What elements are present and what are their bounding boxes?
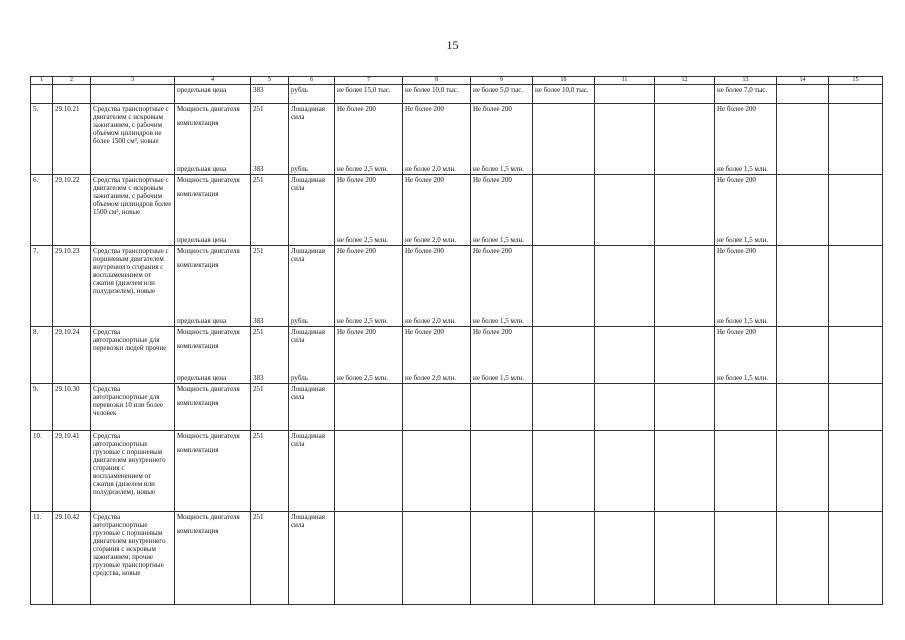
cell-c7 (335, 384, 403, 431)
cell-c6 (289, 85, 335, 104)
column-number: 12 (655, 77, 715, 85)
cell-line: комплектация (177, 342, 219, 350)
cell-line: не более 2,5 млн. (337, 165, 388, 173)
cell-c11 (595, 431, 655, 512)
column-number: 7 (335, 77, 403, 85)
cell-c6 (289, 246, 335, 327)
cell-c15 (829, 384, 883, 431)
cell-c13 (715, 327, 777, 384)
cell-c5 (251, 431, 289, 512)
cell-c7 (335, 431, 403, 512)
cell-num (31, 85, 53, 104)
cell-c7 (335, 327, 403, 384)
cell-c8 (403, 384, 471, 431)
cell-c13 (715, 104, 777, 175)
table-body (31, 77, 883, 605)
cell-line: 251 (253, 176, 264, 184)
cell-c14 (777, 384, 829, 431)
cell-c12 (655, 175, 715, 246)
cell-num: 9. (31, 384, 53, 431)
cell-c8 (403, 104, 471, 175)
column-number: 11 (595, 77, 655, 85)
cell-c4 (175, 512, 251, 605)
column-number: 14 (777, 77, 829, 85)
cell-line: Лошадиная сила (291, 105, 325, 121)
cell-line: 251 (253, 105, 264, 113)
cell-code: 29.10.41 (53, 431, 91, 512)
cell-c5 (251, 384, 289, 431)
cell-line: 383 (253, 86, 264, 94)
cell-line: Не более 200 (337, 247, 376, 255)
cell-line: Лошадиная сила (291, 247, 325, 263)
cell-line: 383 (253, 165, 264, 173)
cell-line: 251 (253, 328, 264, 336)
cell-line: комплектация (177, 119, 219, 127)
cell-line: 251 (253, 432, 264, 440)
cell-c15 (829, 512, 883, 605)
cell-line: не более 1,5 млн. (473, 165, 524, 173)
cell-line: Лошадиная сила (291, 385, 325, 401)
cell-line: Не более 200 (717, 176, 756, 184)
column-number: 1 (31, 77, 53, 85)
cell-line: Мощность двигателя (177, 176, 240, 184)
cell-c6 (289, 431, 335, 512)
cell-line: Мощность двигателя (177, 328, 240, 336)
cell-c11 (595, 175, 655, 246)
cell-line: не более 10,0 тыс. (535, 86, 589, 94)
cell-c15 (829, 431, 883, 512)
cell-line: не более 1,5 млн. (717, 165, 768, 173)
table-row (31, 85, 883, 104)
cell-c11 (595, 246, 655, 327)
cell-name: Средства транспортные с поршневым двигателем внутреннего сгорания с воспламенением от сжатия (дизелем или полудизелем), новые (91, 246, 175, 327)
column-number: 15 (829, 77, 883, 85)
cell-c12 (655, 512, 715, 605)
cell-c9 (471, 512, 533, 605)
cell-c6 (289, 327, 335, 384)
cell-line: комплектация (177, 399, 219, 407)
cell-line: Не более 200 (405, 176, 444, 184)
cell-c4 (175, 327, 251, 384)
cell-name: Средства транспортные с двигателем с искровым зажиганием, с рабочим объемом цилиндров более 1500 см³, новые (91, 175, 175, 246)
cell-c8 (403, 327, 471, 384)
page-number: 15 (446, 38, 459, 52)
cell-num: 6. (31, 175, 53, 246)
cell-line: Не более 200 (473, 176, 512, 184)
column-number: 10 (533, 77, 595, 85)
cell-line: не более 10,0 тыс. (405, 86, 459, 94)
cell-c9 (471, 175, 533, 246)
cell-c12 (655, 246, 715, 327)
cell-line: Мощность двигателя (177, 105, 240, 113)
table-row (31, 384, 883, 431)
cell-c5 (251, 104, 289, 175)
cell-line: рубль (291, 165, 308, 173)
cell-line: рубль (291, 374, 308, 382)
cell-c14 (777, 85, 829, 104)
table-row (31, 512, 883, 605)
cell-line: не более 7,0 тыс. (717, 86, 768, 94)
cell-c6 (289, 104, 335, 175)
cell-line: не более 1,5 млн. (717, 374, 768, 382)
cell-line: Не более 200 (717, 328, 756, 336)
column-number: 9 (471, 77, 533, 85)
cell-code (53, 85, 91, 104)
cell-line: 251 (253, 247, 264, 255)
cell-line: не более 2,0 млн. (405, 165, 456, 173)
cell-c15 (829, 85, 883, 104)
cell-name: Средства автотранспортные для перевозки людей прочие (91, 327, 175, 384)
table-row (31, 104, 883, 175)
cell-c12 (655, 384, 715, 431)
cell-num: 11. (31, 512, 53, 605)
table-row (31, 327, 883, 384)
cell-c11 (595, 512, 655, 605)
cell-line: предельная цена (177, 317, 227, 325)
cell-c4 (175, 246, 251, 327)
cell-c7 (335, 85, 403, 104)
cell-c8 (403, 175, 471, 246)
cell-c7 (335, 512, 403, 605)
cell-line: Не более 200 (473, 247, 512, 255)
cell-c5 (251, 175, 289, 246)
table-row (31, 246, 883, 327)
cell-name: Средства транспортные с двигателем с искровым зажиганием, с рабочим объемом цилиндров не более 1500 см³, новые (91, 104, 175, 175)
cell-c13 (715, 431, 777, 512)
cell-c4 (175, 175, 251, 246)
cell-line: рубль (291, 317, 308, 325)
cell-line: Лошадиная сила (291, 328, 325, 344)
cell-line: не более 1,5 млн. (473, 236, 524, 244)
cell-line: Не более 200 (473, 105, 512, 113)
cell-num: 5. (31, 104, 53, 175)
cell-c10 (533, 246, 595, 327)
cell-line: не более 2,0 млн. (405, 374, 456, 382)
column-number: 13 (715, 77, 777, 85)
column-number: 2 (53, 77, 91, 85)
cell-c13 (715, 246, 777, 327)
cell-c5 (251, 512, 289, 605)
cell-line: не более 2,5 млн. (337, 374, 388, 382)
cell-c7 (335, 175, 403, 246)
cell-line: Не более 200 (405, 105, 444, 113)
cell-line: комплектация (177, 527, 219, 535)
cell-line: не более 2,0 млн. (405, 317, 456, 325)
cell-c13 (715, 85, 777, 104)
cell-code: 29.10.22 (53, 175, 91, 246)
cell-line: Мощность двигателя (177, 513, 240, 521)
column-number-row (31, 77, 883, 85)
cell-c6 (289, 175, 335, 246)
cell-name (91, 85, 175, 104)
cell-c5 (251, 327, 289, 384)
cell-line: Лошадиная сила (291, 432, 325, 448)
cell-c11 (595, 104, 655, 175)
cell-c7 (335, 246, 403, 327)
cell-line: 383 (253, 374, 264, 382)
cell-c10 (533, 85, 595, 104)
cell-c12 (655, 431, 715, 512)
cell-c13 (715, 384, 777, 431)
cell-c15 (829, 104, 883, 175)
cell-num: 7. (31, 246, 53, 327)
cell-line: Не более 200 (405, 247, 444, 255)
cell-line: Не более 200 (717, 105, 756, 113)
column-number: 3 (91, 77, 175, 85)
cell-c8 (403, 431, 471, 512)
cell-c11 (595, 327, 655, 384)
cell-line: предельная цена (177, 165, 227, 173)
cell-c10 (533, 431, 595, 512)
cell-c13 (715, 512, 777, 605)
cell-line: Не более 200 (337, 328, 376, 336)
cell-line: предельная цена (177, 374, 227, 382)
cell-c15 (829, 327, 883, 384)
cell-line: не более 15,0 тыс. (337, 86, 391, 94)
cell-line: Не более 200 (717, 247, 756, 255)
cell-line: комплектация (177, 446, 219, 454)
cell-c9 (471, 431, 533, 512)
cell-c8 (403, 85, 471, 104)
cell-line: Не более 200 (405, 328, 444, 336)
column-number: 5 (251, 77, 289, 85)
column-number: 8 (403, 77, 471, 85)
cell-line: не более 1,5 млн. (717, 236, 768, 244)
cell-code: 29.10.30 (53, 384, 91, 431)
cell-line: Не более 200 (337, 176, 376, 184)
cell-code: 29.10.23 (53, 246, 91, 327)
cell-c9 (471, 384, 533, 431)
cell-c13 (715, 175, 777, 246)
cell-line: рубль (291, 86, 308, 94)
cell-c7 (335, 104, 403, 175)
table-row (31, 175, 883, 246)
cell-c8 (403, 512, 471, 605)
cell-line: предельная цена (177, 86, 227, 94)
cell-line: Лошадиная сила (291, 513, 325, 529)
cell-line: не более 1,5 млн. (473, 317, 524, 325)
cell-name: Средства автотранспортные для перевозки 10 или более человек (91, 384, 175, 431)
cell-c4 (175, 85, 251, 104)
cell-code: 29.10.24 (53, 327, 91, 384)
cell-c10 (533, 175, 595, 246)
cell-c14 (777, 246, 829, 327)
cell-name: Средства автотранспортные грузовые с поршневым двигателем внутреннего сгорания с воспламенением от сжатия (дизелем или полудизелем), новые (91, 431, 175, 512)
cell-c14 (777, 431, 829, 512)
cell-line: не более 2,5 млн. (337, 236, 388, 244)
cell-c10 (533, 327, 595, 384)
cell-c5 (251, 85, 289, 104)
cell-line: комплектация (177, 261, 219, 269)
requirements-table (30, 76, 883, 605)
cell-c4 (175, 104, 251, 175)
column-number: 6 (289, 77, 335, 85)
cell-c12 (655, 327, 715, 384)
cell-num: 8. (31, 327, 53, 384)
cell-line: комплектация (177, 190, 219, 198)
cell-c12 (655, 85, 715, 104)
cell-line: 251 (253, 385, 264, 393)
cell-c8 (403, 246, 471, 327)
cell-code: 29.10.21 (53, 104, 91, 175)
cell-line: не более 1,5 млн. (473, 374, 524, 382)
cell-c10 (533, 512, 595, 605)
cell-c15 (829, 246, 883, 327)
cell-line: Мощность двигателя (177, 247, 240, 255)
cell-name: Средства автотранспортные грузовые с поршневым двигателем внутреннего сгорания с искровым зажиганием; прочие грузовые транспортные средства, новые (91, 512, 175, 605)
column-number: 4 (175, 77, 251, 85)
cell-c4 (175, 384, 251, 431)
cell-line: не более 2,5 млн. (337, 317, 388, 325)
cell-c11 (595, 85, 655, 104)
cell-line: Мощность двигателя (177, 385, 240, 393)
cell-c4 (175, 431, 251, 512)
cell-c15 (829, 175, 883, 246)
cell-c11 (595, 384, 655, 431)
cell-line: 251 (253, 513, 264, 521)
cell-line: не более 1,5 млн. (717, 317, 768, 325)
cell-line: не более 5,0 тыс. (473, 86, 524, 94)
cell-line: 383 (253, 317, 264, 325)
cell-c9 (471, 85, 533, 104)
cell-c6 (289, 512, 335, 605)
cell-c14 (777, 327, 829, 384)
cell-code: 29.10.42 (53, 512, 91, 605)
cell-c14 (777, 104, 829, 175)
cell-line: предельная цена (177, 236, 227, 244)
cell-c9 (471, 104, 533, 175)
cell-c10 (533, 384, 595, 431)
cell-c9 (471, 327, 533, 384)
cell-line: не более 2,0 млн. (405, 236, 456, 244)
cell-line: Не более 200 (337, 105, 376, 113)
cell-c5 (251, 246, 289, 327)
table-row (31, 431, 883, 512)
cell-line: Мощность двигателя (177, 432, 240, 440)
cell-c6 (289, 384, 335, 431)
cell-c9 (471, 246, 533, 327)
cell-c10 (533, 104, 595, 175)
cell-c12 (655, 104, 715, 175)
cell-c14 (777, 175, 829, 246)
cell-c14 (777, 512, 829, 605)
cell-line: Не более 200 (473, 328, 512, 336)
cell-num: 10. (31, 431, 53, 512)
cell-line: Лошадиная сила (291, 176, 325, 192)
